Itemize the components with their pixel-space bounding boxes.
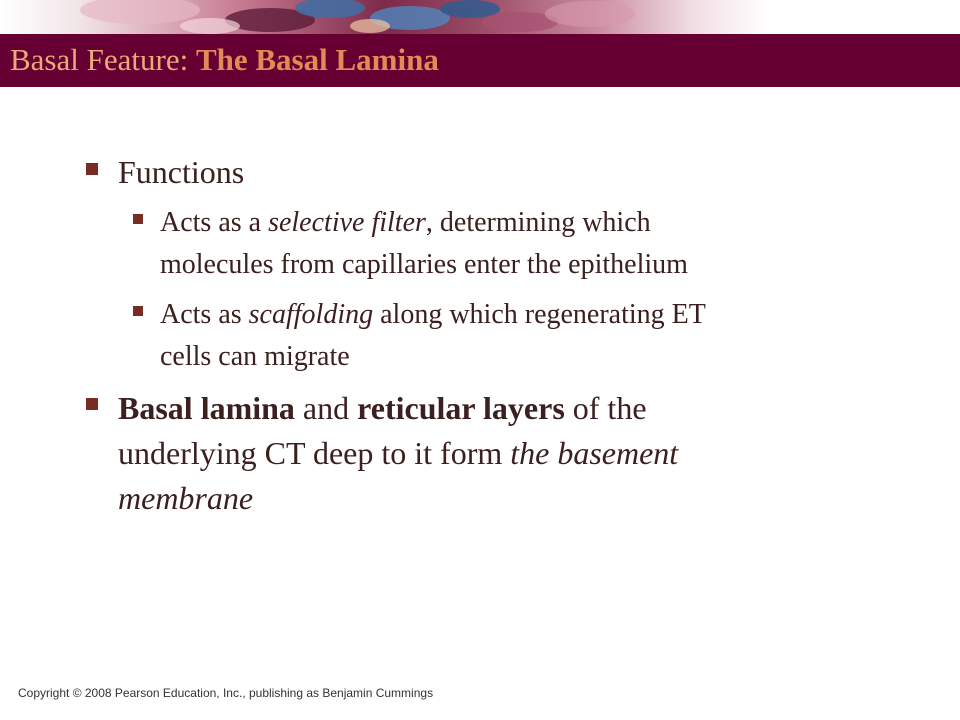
sub-bullet-filter-line2: molecules from capillaries enter the epithelium xyxy=(160,249,688,280)
bullet-basement-line1 xyxy=(118,390,647,427)
bullet2-italic-a: the basement xyxy=(510,435,679,471)
bullet-basement-line2 xyxy=(118,435,678,472)
slide-title-emphasis: The Basal Lamina xyxy=(195,42,439,77)
square-bullet-icon xyxy=(133,214,143,224)
sub1-text-b: , determining which xyxy=(425,207,651,238)
sub-bullet-scaffolding-line1 xyxy=(160,299,706,331)
bullet2-text-c: underlying CT deep to it form xyxy=(118,435,511,471)
sub2-text-b: along which regenerating ET xyxy=(373,299,706,330)
bullet2-text-b: of the xyxy=(564,390,647,426)
slide-title-prefix: Basal Feature: xyxy=(10,42,196,77)
bullet-basement-line3: membrane xyxy=(118,480,254,516)
sub1-italic-term: selective filter xyxy=(268,207,426,238)
bullet2-bold-term2: reticular layers xyxy=(357,390,565,426)
sub-bullet-filter-line1 xyxy=(160,207,651,239)
sub2-italic-term: scaffolding xyxy=(248,299,374,330)
square-bullet-icon xyxy=(86,398,98,410)
copyright-footer: Copyright © 2008 Pearson Education, Inc., publishing as Benjamin Cummings xyxy=(18,686,434,700)
sub2-text-a: Acts as xyxy=(160,299,249,330)
sub-bullet-scaffolding-line2: cells can migrate xyxy=(160,341,350,372)
sub1-text-a: Acts as a xyxy=(160,207,269,238)
bullet2-text-a: and xyxy=(294,390,358,426)
square-bullet-icon xyxy=(133,306,143,316)
bullet-functions: Functions xyxy=(118,154,245,190)
square-bullet-icon xyxy=(86,163,98,175)
bullet2-bold-term1: Basal lamina xyxy=(118,390,295,426)
